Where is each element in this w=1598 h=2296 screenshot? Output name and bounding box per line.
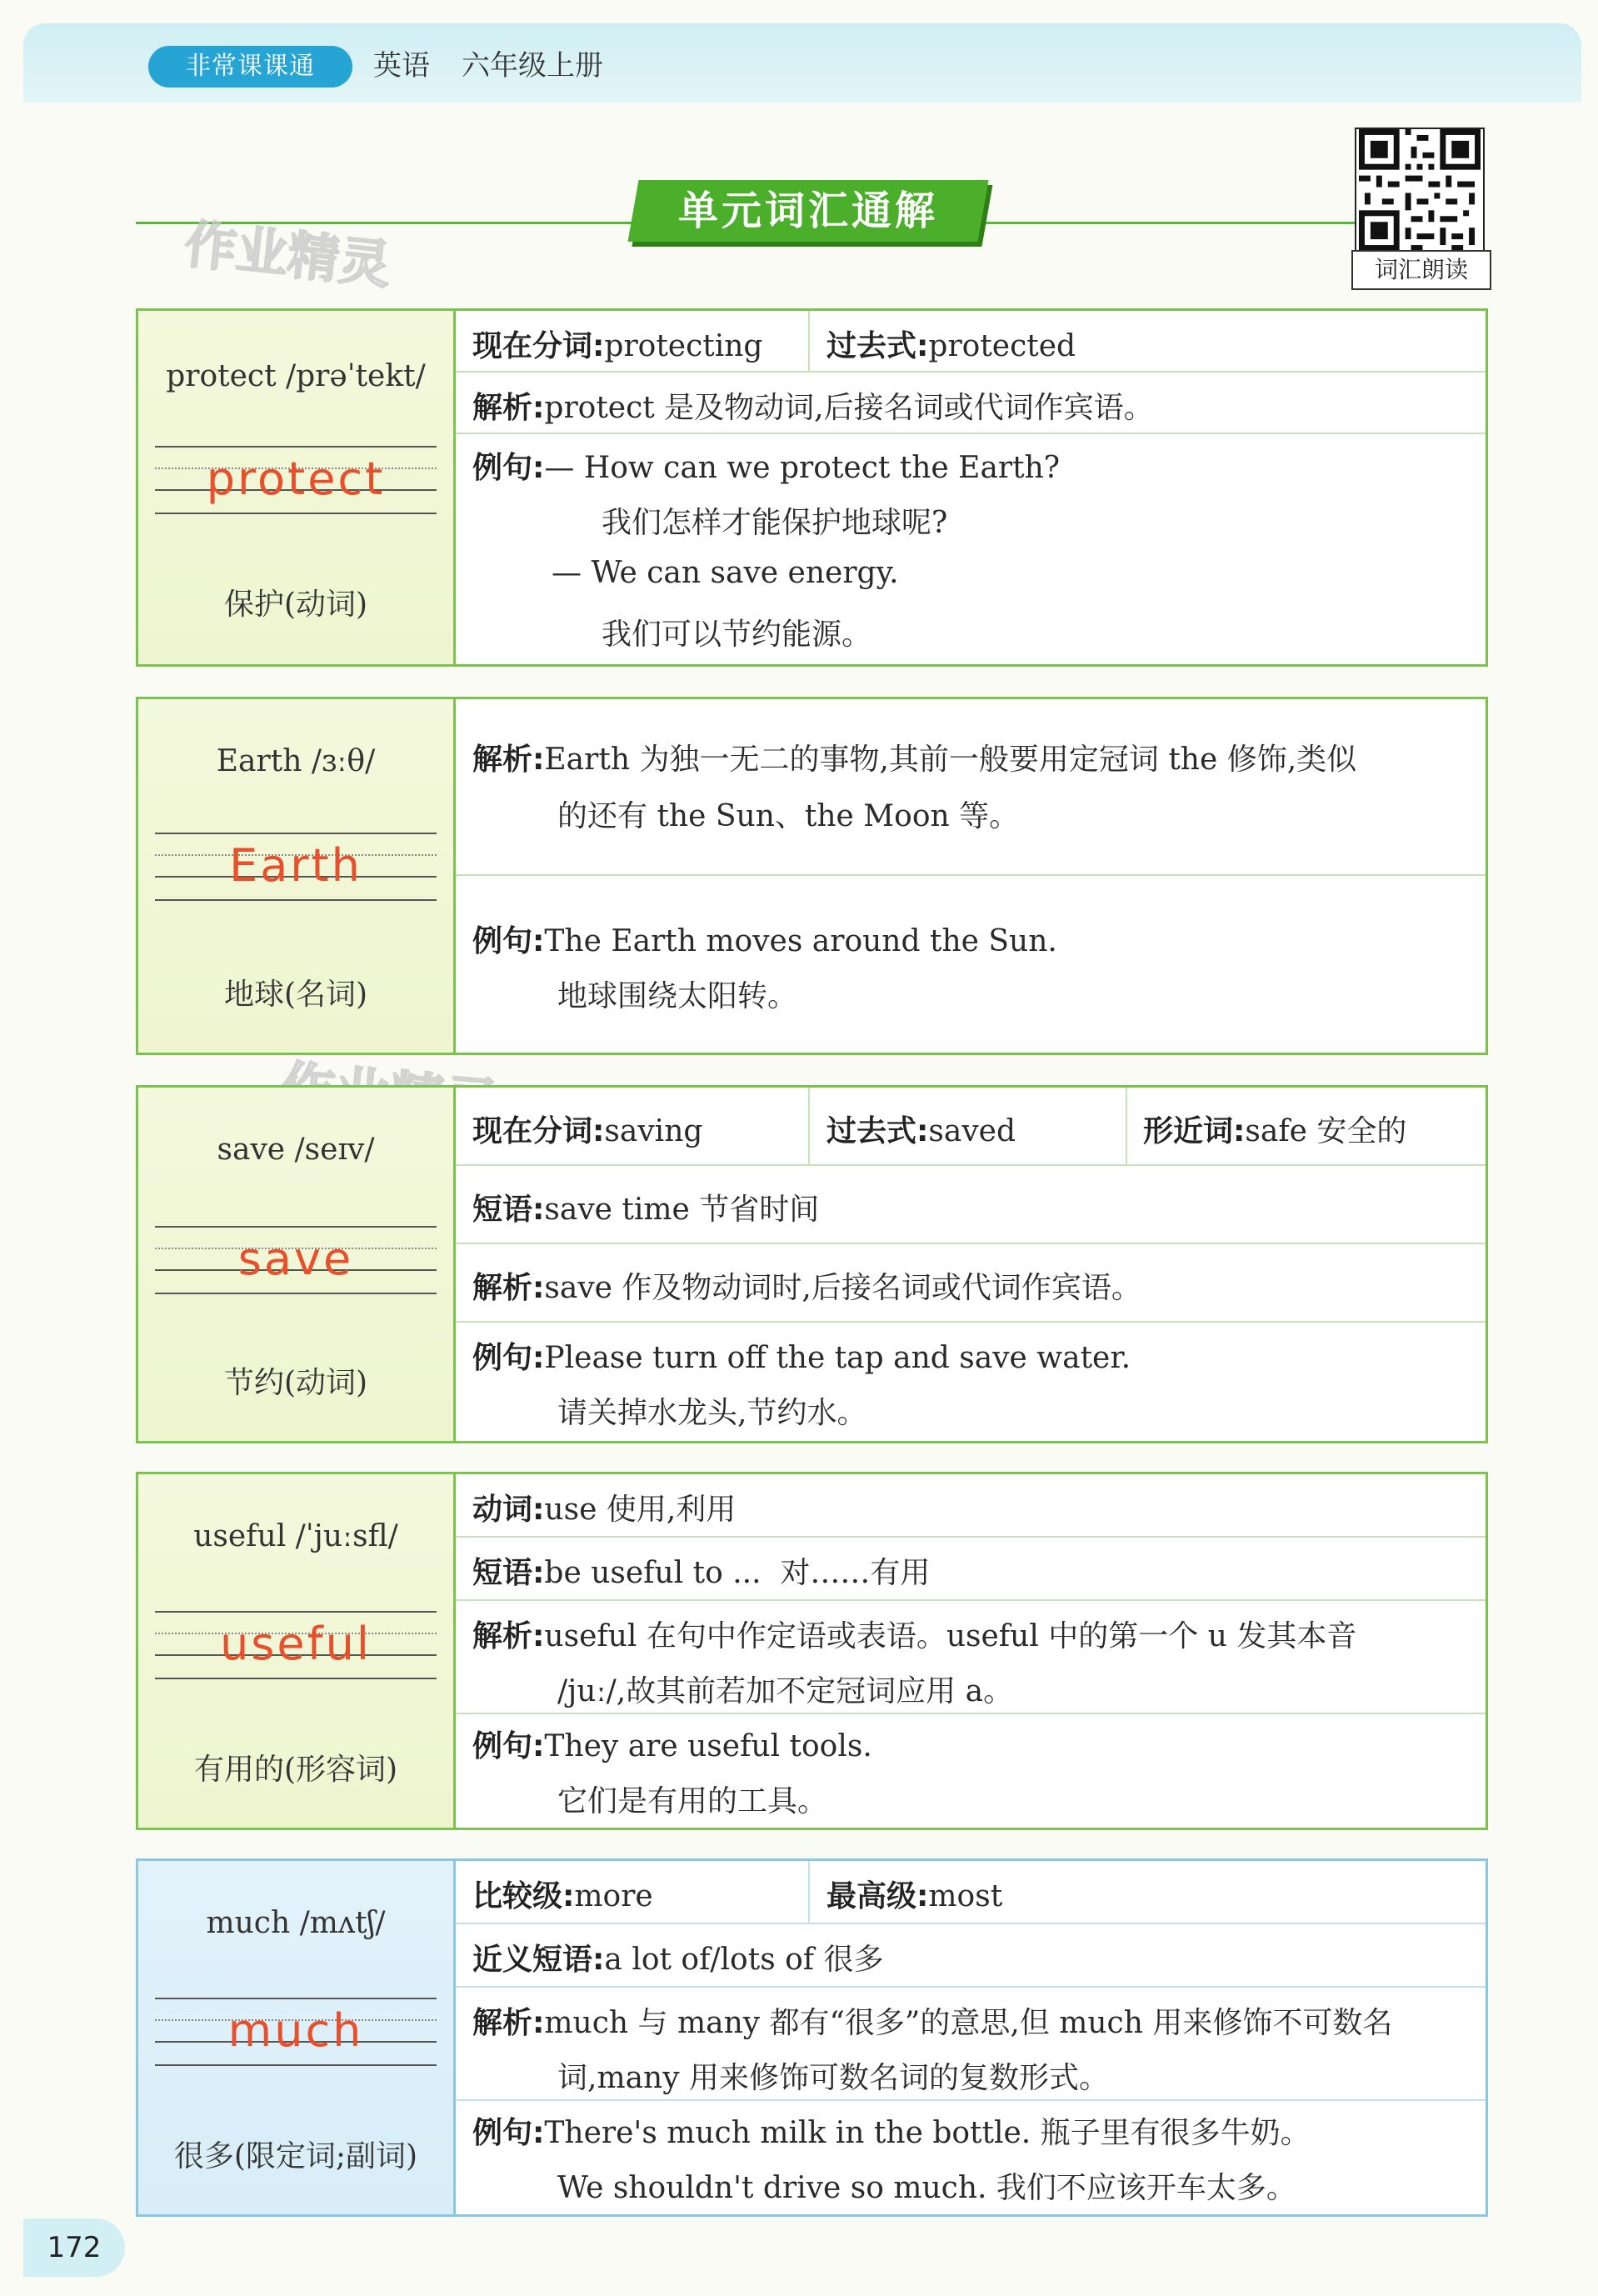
example-block <box>472 444 1060 487</box>
example-1-en: — How can we protect the Earth? <box>544 451 1061 485</box>
vocab-card-much <box>136 1858 1488 2217</box>
subject-label: 英语 <box>373 49 430 83</box>
verb-label: 动词: <box>472 1493 545 1527</box>
phrase-label: 短语: <box>472 1556 545 1590</box>
example-label: 例句: <box>472 2116 545 2150</box>
handwriting-box <box>155 443 437 516</box>
handwriting-box <box>155 1608 437 1681</box>
analysis-text-line1: much 与 many 都有“很多”的意思,但 much 用来修饰不可数名 <box>544 2006 1393 2040</box>
handwriting-word: useful <box>220 1618 372 1670</box>
handwriting-word: protect <box>206 453 386 505</box>
word-ipa: useful /ˈjuːsfl/ <box>193 1519 398 1553</box>
grade-label: 六年级上册 <box>462 49 603 83</box>
example-2-zh: 我们可以节约能源。 <box>602 618 872 652</box>
past-tense-value: protected <box>928 329 1076 363</box>
word-ipa: protect /prəˈtekt/ <box>166 359 426 393</box>
superlative-label: 最高级: <box>826 1879 929 1913</box>
example-1: There's much milk in the bottle. 瓶子里有很多牛奶。 <box>544 2116 1311 2150</box>
analysis-label: 解析: <box>472 391 545 425</box>
word-panel <box>138 1861 456 2214</box>
past-tense-value: saved <box>928 1114 1016 1148</box>
analysis-label: 解析: <box>472 1271 545 1305</box>
qr-label: 词汇朗读 <box>1351 250 1491 290</box>
example-block <box>472 1334 1131 1377</box>
synonym-phrase-text: a lot of/lots of 很多 <box>604 1943 884 1977</box>
vocab-card-useful <box>136 1472 1488 1830</box>
analysis-text-line2: 的还有 the Sun、the Moon 等。 <box>557 799 1020 833</box>
vocab-card-save <box>136 1085 1488 1443</box>
example-label: 例句: <box>472 924 545 958</box>
example-label: 例句: <box>472 1341 545 1375</box>
word-panel <box>138 1474 456 1828</box>
comparative-value: more <box>574 1879 653 1913</box>
handwriting-box <box>155 1223 437 1296</box>
page-number: 172 <box>23 2218 125 2277</box>
example-label: 例句: <box>472 1729 545 1763</box>
word-ipa: save /seɪv/ <box>217 1133 375 1167</box>
word-ipa: much /mʌtʃ/ <box>206 1906 386 1940</box>
synonym-phrase-label: 近义短语: <box>472 1943 605 1977</box>
analysis-text-line1: Earth 为独一无二的事物,其前一般要用定冠词 the 修饰,类似 <box>544 743 1357 777</box>
example-en: The Earth moves around the Sun. <box>544 924 1057 958</box>
example-1-zh: 我们怎样才能保护地球呢? <box>602 506 948 540</box>
handwriting-word: Earth <box>229 839 362 892</box>
section-title: 单元词汇通解 <box>627 180 988 242</box>
analysis-text-line2: 词,many 用来修饰可数名词的复数形式。 <box>557 2061 1110 2095</box>
handwriting-box <box>155 1994 437 2068</box>
example-block <box>472 2109 1311 2152</box>
example-block <box>472 1723 872 1765</box>
word-meaning: 保护(动词) <box>223 588 368 622</box>
phrase-label: 短语: <box>472 1193 545 1227</box>
phrase-text: save time 节省时间 <box>544 1193 820 1227</box>
similar-word-value: safe 安全的 <box>1245 1114 1407 1148</box>
superlative-value: most <box>928 1879 1003 1913</box>
present-participle-value: protecting <box>604 329 763 363</box>
word-ipa: Earth /ɜːθ/ <box>216 744 376 778</box>
analysis-text: protect 是及物动词,后接名词或代词作宾语。 <box>544 391 1154 425</box>
watermark-top: 作业精灵 <box>182 213 394 296</box>
example-zh: 请关掉水龙头,节约水。 <box>557 1396 867 1430</box>
present-participle-label: 现在分词: <box>472 329 605 363</box>
comparative-label: 比较级: <box>472 1879 575 1913</box>
example-2-en: — We can save energy. <box>552 556 899 590</box>
similar-word-label: 形近词: <box>1143 1114 1246 1148</box>
example-2: We shouldn't drive so much. 我们不应该开车太多。 <box>557 2171 1296 2205</box>
past-tense-label: 过去式: <box>826 1114 929 1148</box>
example-zh: 地球围绕太阳转。 <box>557 979 798 1013</box>
word-meaning: 有用的(形容词) <box>193 1753 398 1787</box>
present-participle-label: 现在分词: <box>472 1114 605 1148</box>
analysis-text-line2: /juː/,故其前若加不定冠词应用 a。 <box>557 1674 1014 1708</box>
vocab-card-protect <box>136 308 1488 667</box>
word-meaning: 地球(名词) <box>223 978 368 1012</box>
word-meaning: 很多(限定词;副词) <box>173 2139 418 2173</box>
example-label: 例句: <box>472 451 545 485</box>
analysis-label: 解析: <box>472 1619 545 1653</box>
verb-text: use 使用,利用 <box>544 1493 737 1527</box>
past-tense-label: 过去式: <box>826 329 929 363</box>
present-participle-value: saving <box>604 1114 703 1148</box>
word-meaning: 节约(动词) <box>223 1366 368 1400</box>
qr-code[interactable] <box>1355 128 1485 253</box>
handwriting-word: save <box>237 1233 354 1285</box>
title-rule-right <box>981 222 1355 224</box>
example-en: Please turn off the tap and save water. <box>544 1341 1131 1375</box>
word-panel <box>138 699 456 1053</box>
vocab-card-earth <box>136 697 1488 1055</box>
series-tag: 非常课课通 <box>148 46 352 88</box>
analysis-text: save 作及物动词时,后接名词或代词作宾语。 <box>544 1271 1141 1305</box>
analysis-label: 解析: <box>472 743 545 777</box>
phrase-text: be useful to ... 对……有用 <box>544 1556 931 1590</box>
analysis-text-line1: useful 在句中作定语或表语。useful 中的第一个 u 发其本音 <box>544 1619 1357 1653</box>
example-zh: 它们是有用的工具。 <box>557 1784 828 1818</box>
example-en: They are useful tools. <box>544 1729 872 1763</box>
analysis-label: 解析: <box>472 2006 545 2040</box>
word-panel <box>138 311 456 664</box>
handwriting-box <box>155 829 437 903</box>
handwriting-word: much <box>227 2004 364 2057</box>
word-panel <box>138 1088 456 1441</box>
example-block <box>472 918 1057 960</box>
